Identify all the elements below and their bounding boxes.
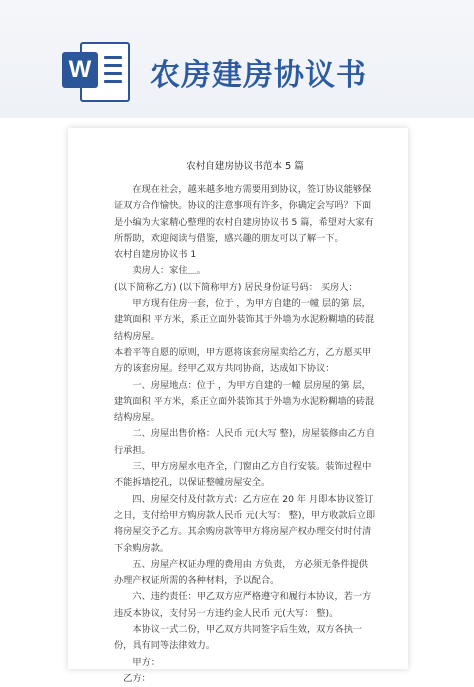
- signature-party-a: 甲方：: [132, 656, 160, 668]
- seller-line: 卖房人：家住＿。: [132, 265, 206, 277]
- clause-property-certificate: 五、房屋产权证办理的费用由 方负责， 方必须无条件提供办理产权证所需的各种材料，予以配合。: [114, 558, 368, 587]
- word-logo-letter: W: [62, 52, 98, 88]
- word-line-decoration: [104, 72, 122, 75]
- party-line: (以下简称乙方) (以下简称甲方) 居民身份证号码： 买房人：: [114, 281, 358, 293]
- agreement-preamble: 本着平等自愿的原则，甲方愿将该套房屋卖给乙方，乙方愿买甲方的该套房屋。经甲乙双方共同协商，达成如下协议：: [114, 346, 372, 375]
- house-description: 甲方现有住房一套，位于 ，为甲方自建的一幢 层的第 层，建筑面积 平方米，系正立面外装饰其于外墙为水泥粉糊墙的砖混结构房屋。: [114, 298, 375, 342]
- clause-payment: 四、房屋交付及付款方式：乙方应在 20 年 月即本协议签订之日，支付给甲方购房款人民币 元(大写： 整)，甲方收款后立即将房屋交予乙方。其余购房款等甲方将房屋产权办理交付时付清下余购房款。: [114, 493, 376, 554]
- section-heading: 农村自建房协议书 1: [114, 249, 197, 261]
- clause-utilities: 三、甲方房屋水电齐全，门窗由乙方自行安装。装饰过程中不能拆墙挖孔，以保证整幢房屋安全。: [114, 461, 372, 489]
- signature-party-b: 乙方：: [123, 672, 151, 684]
- clause-breach: 六、违约责任：甲乙双方应严格遵守和履行本协议，若一方违反本协议，支付另一方违约金人民币 元(大写： 整)。: [114, 591, 372, 619]
- word-line-decoration: [104, 56, 122, 59]
- clause-location: 一、房屋地点：位于 ，为甲方自建的一幢 层房屋的第 层，建筑面积 平方米，系正立面外装饰其于外墙为水泥粉糊墙的砖混结构房屋。: [114, 379, 375, 424]
- document-content: [114, 160, 376, 687]
- word-document-icon: [62, 40, 128, 100]
- intro-paragraph: 在现在社会，越来越多地方需要用到协议，签订协议能够保证双方合作愉快。协议的注意事项有许多，你确定会写吗？下面是小编为大家精心整理的农村自建房协议书 5 篇，希望对大家有所帮助，欢迎阅读与借鉴，感兴趣的朋友可以了解一下。: [114, 184, 374, 244]
- word-line-decoration: [104, 64, 122, 67]
- banner-title: 农房建房协议书: [150, 58, 367, 93]
- clause-price: 二、房屋出售价格：人民币 元(大写 整)，房屋装修由乙方自行承担。: [114, 428, 376, 456]
- document-title: 农村自建房协议书范本 5 篇: [186, 161, 304, 172]
- clause-copies: 本协议一式二份，甲乙双方共同签字后生效，双方各执一份，具有同等法律效力。: [114, 624, 363, 652]
- word-line-decoration: [104, 80, 122, 83]
